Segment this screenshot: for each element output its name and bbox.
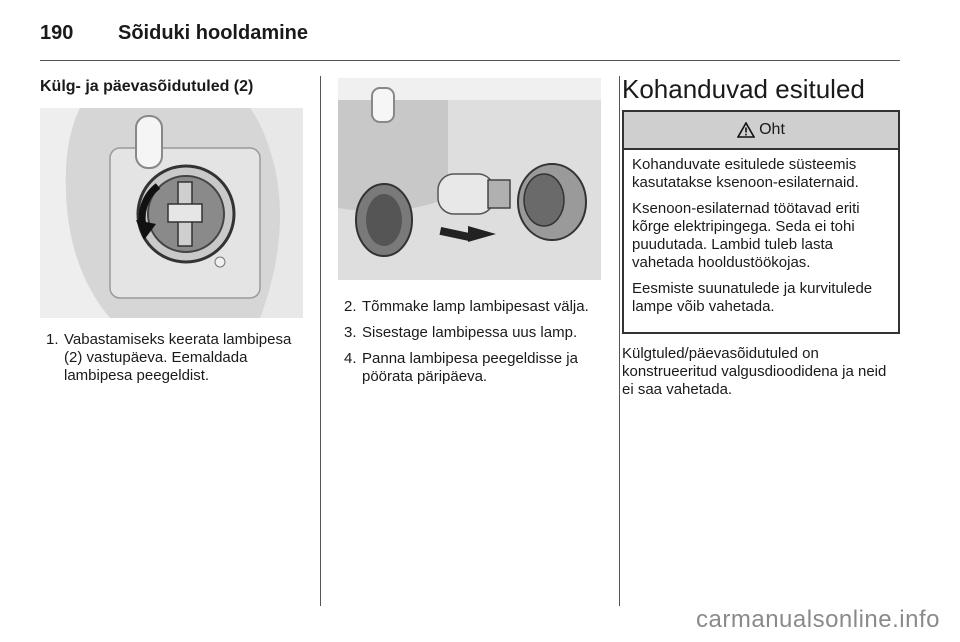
bulb-replacement-illustration	[338, 78, 601, 280]
steps-list-left	[40, 331, 300, 393]
page-header	[40, 18, 900, 60]
column-divider-2	[619, 76, 620, 606]
page-number: 190	[40, 22, 74, 44]
info-note: Külgtuled/päevasõidutuled on konstrueeritud valgusdioodidena ja neid ei saa vahetada.	[622, 345, 887, 398]
list-item: 4. Panna lambipesa peegeldisse ja pöörata päripäeva.	[344, 350, 578, 385]
section-title: Külg- ja päevasõidutuled (2)	[40, 78, 254, 95]
watermark: carmanualsonline.info	[696, 606, 940, 633]
bulb-replacement-figure	[338, 78, 601, 280]
warning-body	[624, 150, 898, 316]
steps-list-middle	[338, 298, 606, 394]
bulb-socket-rotate-illustration	[40, 108, 303, 318]
warning-paragraph: Eesmiste suunatulede ja kurvitulede lampe võib vahetada.	[632, 280, 873, 315]
warning-paragraph: Kohanduvate esitulede süsteemis kasutatakse ksenoon-esilaternaid.	[632, 156, 859, 191]
list-item: 2. Tõmmake lamp lambipesast välja.	[344, 298, 589, 315]
list-item: 3. Sisestage lambipessa uus lamp.	[344, 324, 578, 341]
warning-paragraph: Ksenoon-esilaternad töötavad eriti kõrge elektripingega. Seda ei tohi puudutada. Lambid tuleb lasta vahetada hooldustöökojas.	[632, 200, 860, 271]
warning-header	[624, 112, 898, 150]
warning-triangle-icon	[737, 122, 755, 138]
bulb-socket-rotate-figure	[40, 108, 303, 318]
section-heading: Kohanduvad esituled	[622, 74, 865, 104]
chapter-title: Sõiduki hooldamine	[118, 22, 309, 44]
header-rule	[40, 60, 900, 61]
warning-box	[622, 110, 900, 334]
warning-label: Oht	[759, 121, 785, 138]
column-divider-1	[320, 76, 321, 606]
list-item: 1. Vabastamiseks keerata lambipesa (2) vastupäeva. Eemaldada lambipesa peegeldist.	[46, 331, 292, 384]
